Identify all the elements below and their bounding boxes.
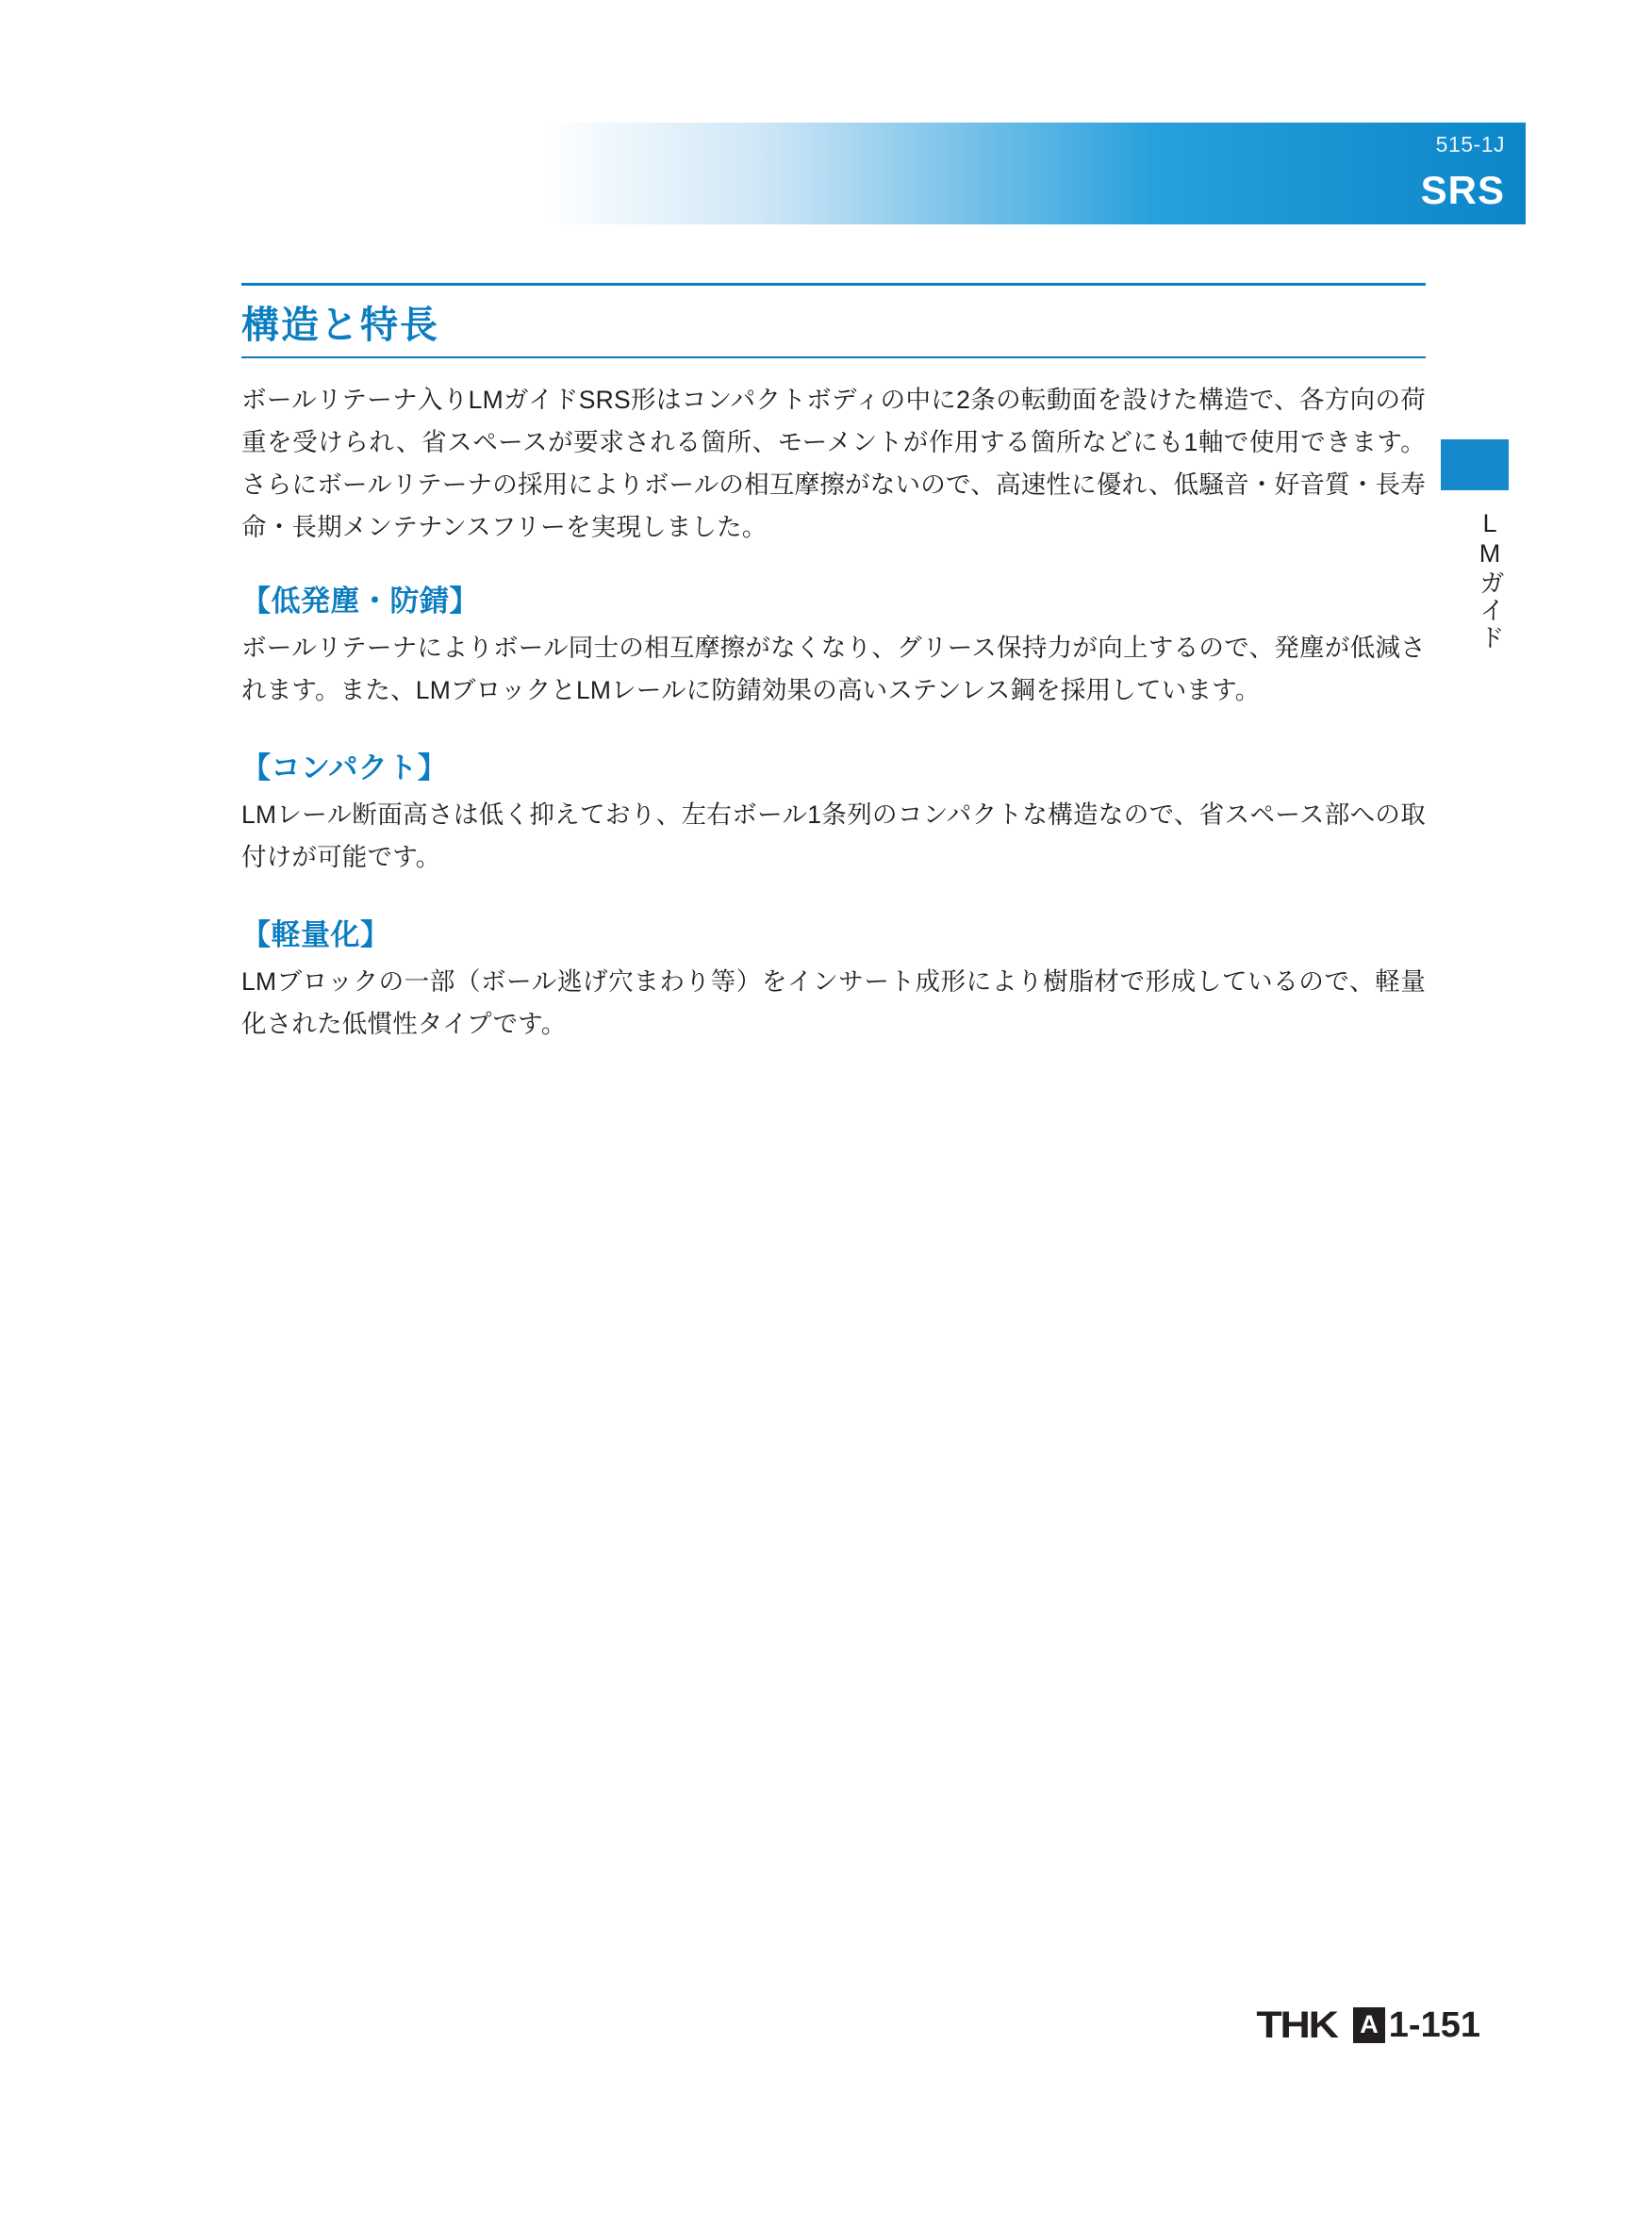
header-banner bbox=[545, 123, 1526, 224]
subsection-text: LMブロックの一部（ボール逃げ穴まわり等）をインサート成形により樹脂材で形成しているので、軽量化された低慣性タイプです。 bbox=[241, 967, 1426, 1038]
main-content bbox=[241, 283, 1426, 1078]
header-document-code: 515-1J bbox=[1435, 132, 1505, 157]
header-product-title: SRS bbox=[1420, 168, 1505, 212]
page-section-badge: A bbox=[1353, 2007, 1385, 2043]
subsection-text: ボールリテーナによりボール同士の相互摩擦がなくなり、グリース保持力が向上するので、発塵が低減されます。また、LMブロックとLMレールに防錆効果の高いステンレス鋼を採用しています。 bbox=[241, 634, 1426, 704]
subsection-heading: 【コンパクト】 bbox=[241, 751, 448, 784]
subsection-heading: 【軽量化】 bbox=[241, 918, 390, 951]
subsection-heading: 【低発塵・防錆】 bbox=[241, 585, 479, 618]
subsection-lightweight bbox=[241, 911, 1426, 1046]
page-number-group bbox=[1353, 2005, 1480, 2046]
thk-logo: THK bbox=[1256, 2004, 1337, 2046]
page-footer bbox=[1084, 1997, 1480, 2054]
subsection-text: LMレール断面高さは低く抑えており、左右ボール1条列のコンパクトな構造なので、省スペース部への取付けが可能です。 bbox=[241, 800, 1426, 871]
section-rule-top bbox=[241, 283, 1426, 286]
section-rule-bottom bbox=[241, 356, 1426, 358]
page-title: 構造と特長 bbox=[241, 305, 439, 346]
page-number: 1-151 bbox=[1388, 2004, 1480, 2045]
side-tab-marker bbox=[1441, 439, 1509, 490]
intro-paragraph: ボールリテーナ入りLMガイドSRS形はコンパクトボディの中に2条の転動面を設けた構造で、各方向の荷重を受けられ、省スペースが要求される箇所、モーメントが作用する箇所などにも1軸で使用できます。さらにボールリテーナの採用によりボールの相互摩擦がないので、高速性に優れ、低騒音・好音質・長寿命・長期メンテナンスフリーを実現しました。 bbox=[241, 386, 1426, 541]
subsection-low-dust bbox=[241, 577, 1426, 712]
side-tab-label: LMガイド bbox=[1476, 509, 1504, 652]
subsection-compact bbox=[241, 744, 1426, 879]
